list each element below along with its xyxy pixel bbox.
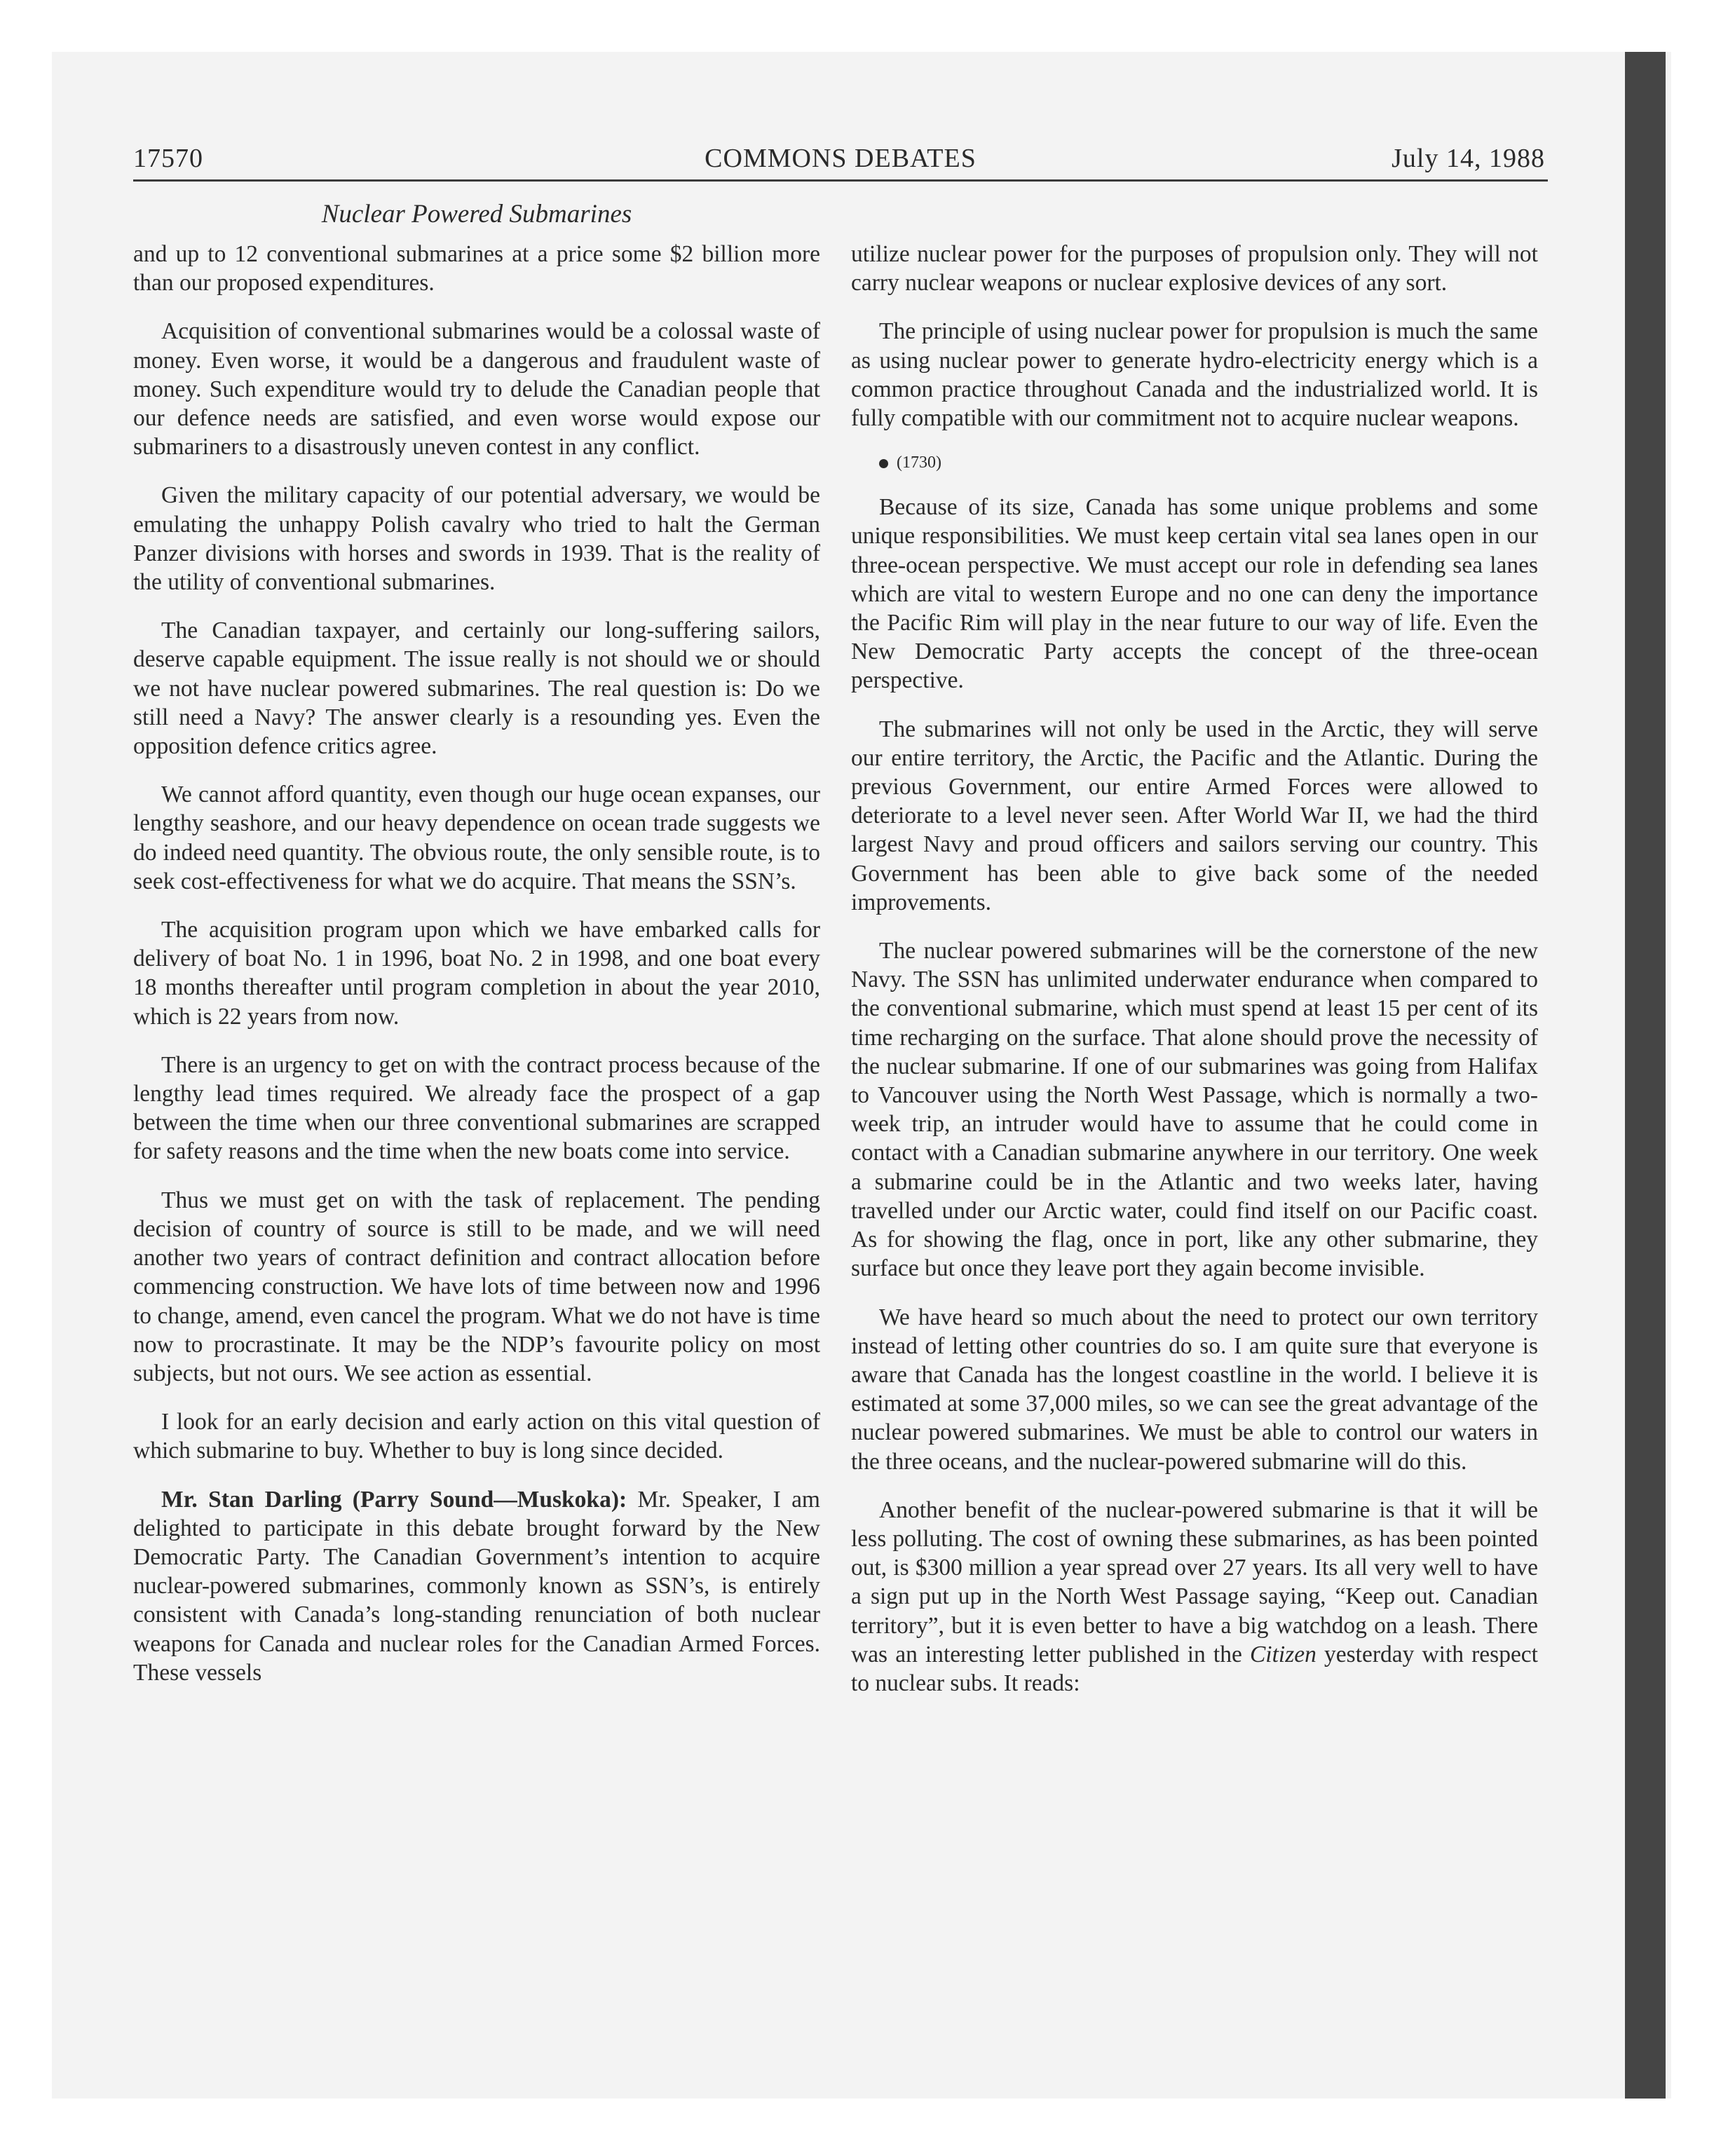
paragraph: The principle of using nuclear power for propulsion is much the same as using nuclear power to generate hydro-electricity energy which is a common practice throughout Canada and the industrialized world. It is fully compatible with our commitment not to acquire nuclear weapons. [851, 318, 1538, 432]
section-title: Nuclear Powered Submarines [321, 200, 632, 228]
paragraph: Thus we must get on with the task of replacement. The pending decision of country of source is still to be made, and we will need another two years of contract definition and contract allocation before commencing construction. We have lots of time between now and 1996 to change, amend, even cancel the program. What we do not have is time now to procrastinate. It may be the NDP’s favourite policy on most subjects, but not ours. We see action as essential. [133, 1187, 820, 1386]
paragraph: I look for an early decision and early action on this vital question of which submarine to buy. Whether to buy is long since decided. [133, 1409, 820, 1464]
scan-edge-shadow [1625, 52, 1666, 2099]
paragraph: The nuclear powered submarines will be the cornerstone of the new Navy. The SSN has unlimited underwater endurance when compared to the conventional submarine, which must spend at least 15 per cent of its time recharging on the surface. That alone should prove the necessity of the nuclear submarine. If one of our submarines was going from Halifax to Vancouver using the North West Passage, which is normally a two-week trip, an intruder would have to assume that he could come in contact with a Canadian submarine anywhere in our territory. One week a submarine could be in the Atlantic and two weeks later, having travelled under our Arctic water, could find itself on our Pacific coast. As for showing the flag, once in port, like any other submarine, they surface but once they leave port they again become invisible. [851, 938, 1538, 1282]
paragraph: The Canadian taxpayer, and certainly our long-suffering sailors, deserve capable equipment. The issue really is not should we or should we not have nuclear powered submarines. The real question is: Do we still need a Navy? The answer clearly is a resounding yes. Even the opposition defence critics agree. [133, 618, 820, 760]
paragraph: We cannot afford quantity, even though our huge ocean expanses, our lengthy seashore, and our heavy dependence on ocean trade suggests we do indeed need quantity. The obvious route, the only sensible route, is to seek cost-effectiveness for what we do acquire. That means the SSN’s. [133, 782, 820, 894]
page-number: 17570 [133, 144, 203, 173]
page-header [133, 140, 1548, 182]
paragraph: We have heard so much about the need to protect our own territory instead of letting other countries do so. I am quite sure that everyone is aware that Canada has the longest coastline in the world. I believe it is estimated at some 37,000 miles, so we can see the great advantage of the nuclear powered submarines. We must be able to control our waters in the three oceans, and the nuclear-powered submarine will do this. [851, 1304, 1538, 1475]
paragraph-text: yesterday with respect to nuclear subs. It reads: [851, 1641, 1538, 1696]
paragraph: utilize nuclear power for the purposes of propulsion only. They will not carry nuclear weapons or nuclear explosive devices of any sort. [851, 241, 1538, 296]
paragraph [851, 1496, 1538, 1698]
time-marker [851, 452, 1538, 473]
paragraph: There is an urgency to get on with the contract process because of the lengthy lead times required. We already face the prospect of a gap between the time when our three conventional submarines are scrapped for safety reasons and the time when the new boats come into service. [133, 1051, 820, 1165]
speech-text: Mr. Speaker, I am delighted to participate in this debate brought forward by the New Democratic Party. The Canadian Government’s intention to acquire nuclear-powered submarines, commonly known as SSN’s, is entirely consistent with Canada’s long-standing renunciation of both nuclear weapons for Canada and nuclear roles for the Canadian Armed Forces. These vessels [133, 1486, 820, 1686]
publication-title: COMMONS DEBATES [705, 144, 977, 173]
left-column [133, 240, 820, 1707]
paragraph: Given the military capacity of our potential adversary, we would be emulating the unhappy Polish cavalry who tried to halt the German Panzer divisions with horses and swords in 1939. That is the reality of the utility of conventional submarines. [133, 482, 820, 596]
time-marker-text: (1730) [897, 453, 941, 472]
speaker-name: Mr. Stan Darling (Parry Sound—Muskoka): [161, 1486, 627, 1513]
paragraph: Acquisition of conventional submarines would be a colossal waste of money. Even worse, it would be a dangerous and fraudulent waste of money. Such expenditure would try to delude the Canadian people that our defence needs are satisfied, and even worse would expose our submariners to a disastrously uneven contest in any conflict. [133, 318, 820, 460]
right-column [851, 240, 1538, 1717]
newspaper-name: Citizen [1249, 1641, 1316, 1667]
paragraph: The acquisition program upon which we have embarked calls for delivery of boat No. 1 in 1996, boat No. 2 in 1998, and one boat every 18 months thereafter until program completion in about the year 2010, which is 22 years from now. [133, 917, 820, 1030]
paragraph: and up to 12 conventional submarines at a price some $2 billion more than our proposed expenditures. [133, 241, 820, 296]
bullet-icon [879, 459, 888, 468]
paragraph: Because of its size, Canada has some unique problems and some unique responsibilities. We must keep certain vital sea lanes open in our three-ocean perspective. We must accept our role in defending sea lanes which are vital to western Europe and no one can deny the importance the Pacific Rim will play in the near future to our way of life. Even the New Democratic Party accepts the concept of the three-ocean perspective. [851, 494, 1538, 694]
paragraph-text: Another benefit of the nuclear-powered submarine is that it will be less polluting. The cost of owning these submarines, as has been pointed out, is $300 million a year spread over 27 years. Its all very well to have a sign put up in the North West Passage saying, “Keep out. Canadian territory”, but it is even better to have a big watchdog on a leash. There was an interesting letter published in the [851, 1496, 1538, 1667]
speech-paragraph [133, 1485, 820, 1687]
page-date: July 14, 1988 [1392, 144, 1545, 173]
paragraph: The submarines will not only be used in the Arctic, they will serve our entire territory, the Arctic, the Pacific and the Atlantic. During the previous Government, our entire Armed Forces were allowed to deteriorate to a level never seen. After World War II, we had the third largest Navy and proud officers and sailors serving our country. This Government has been able to give back some of the needed improvements. [851, 716, 1538, 915]
